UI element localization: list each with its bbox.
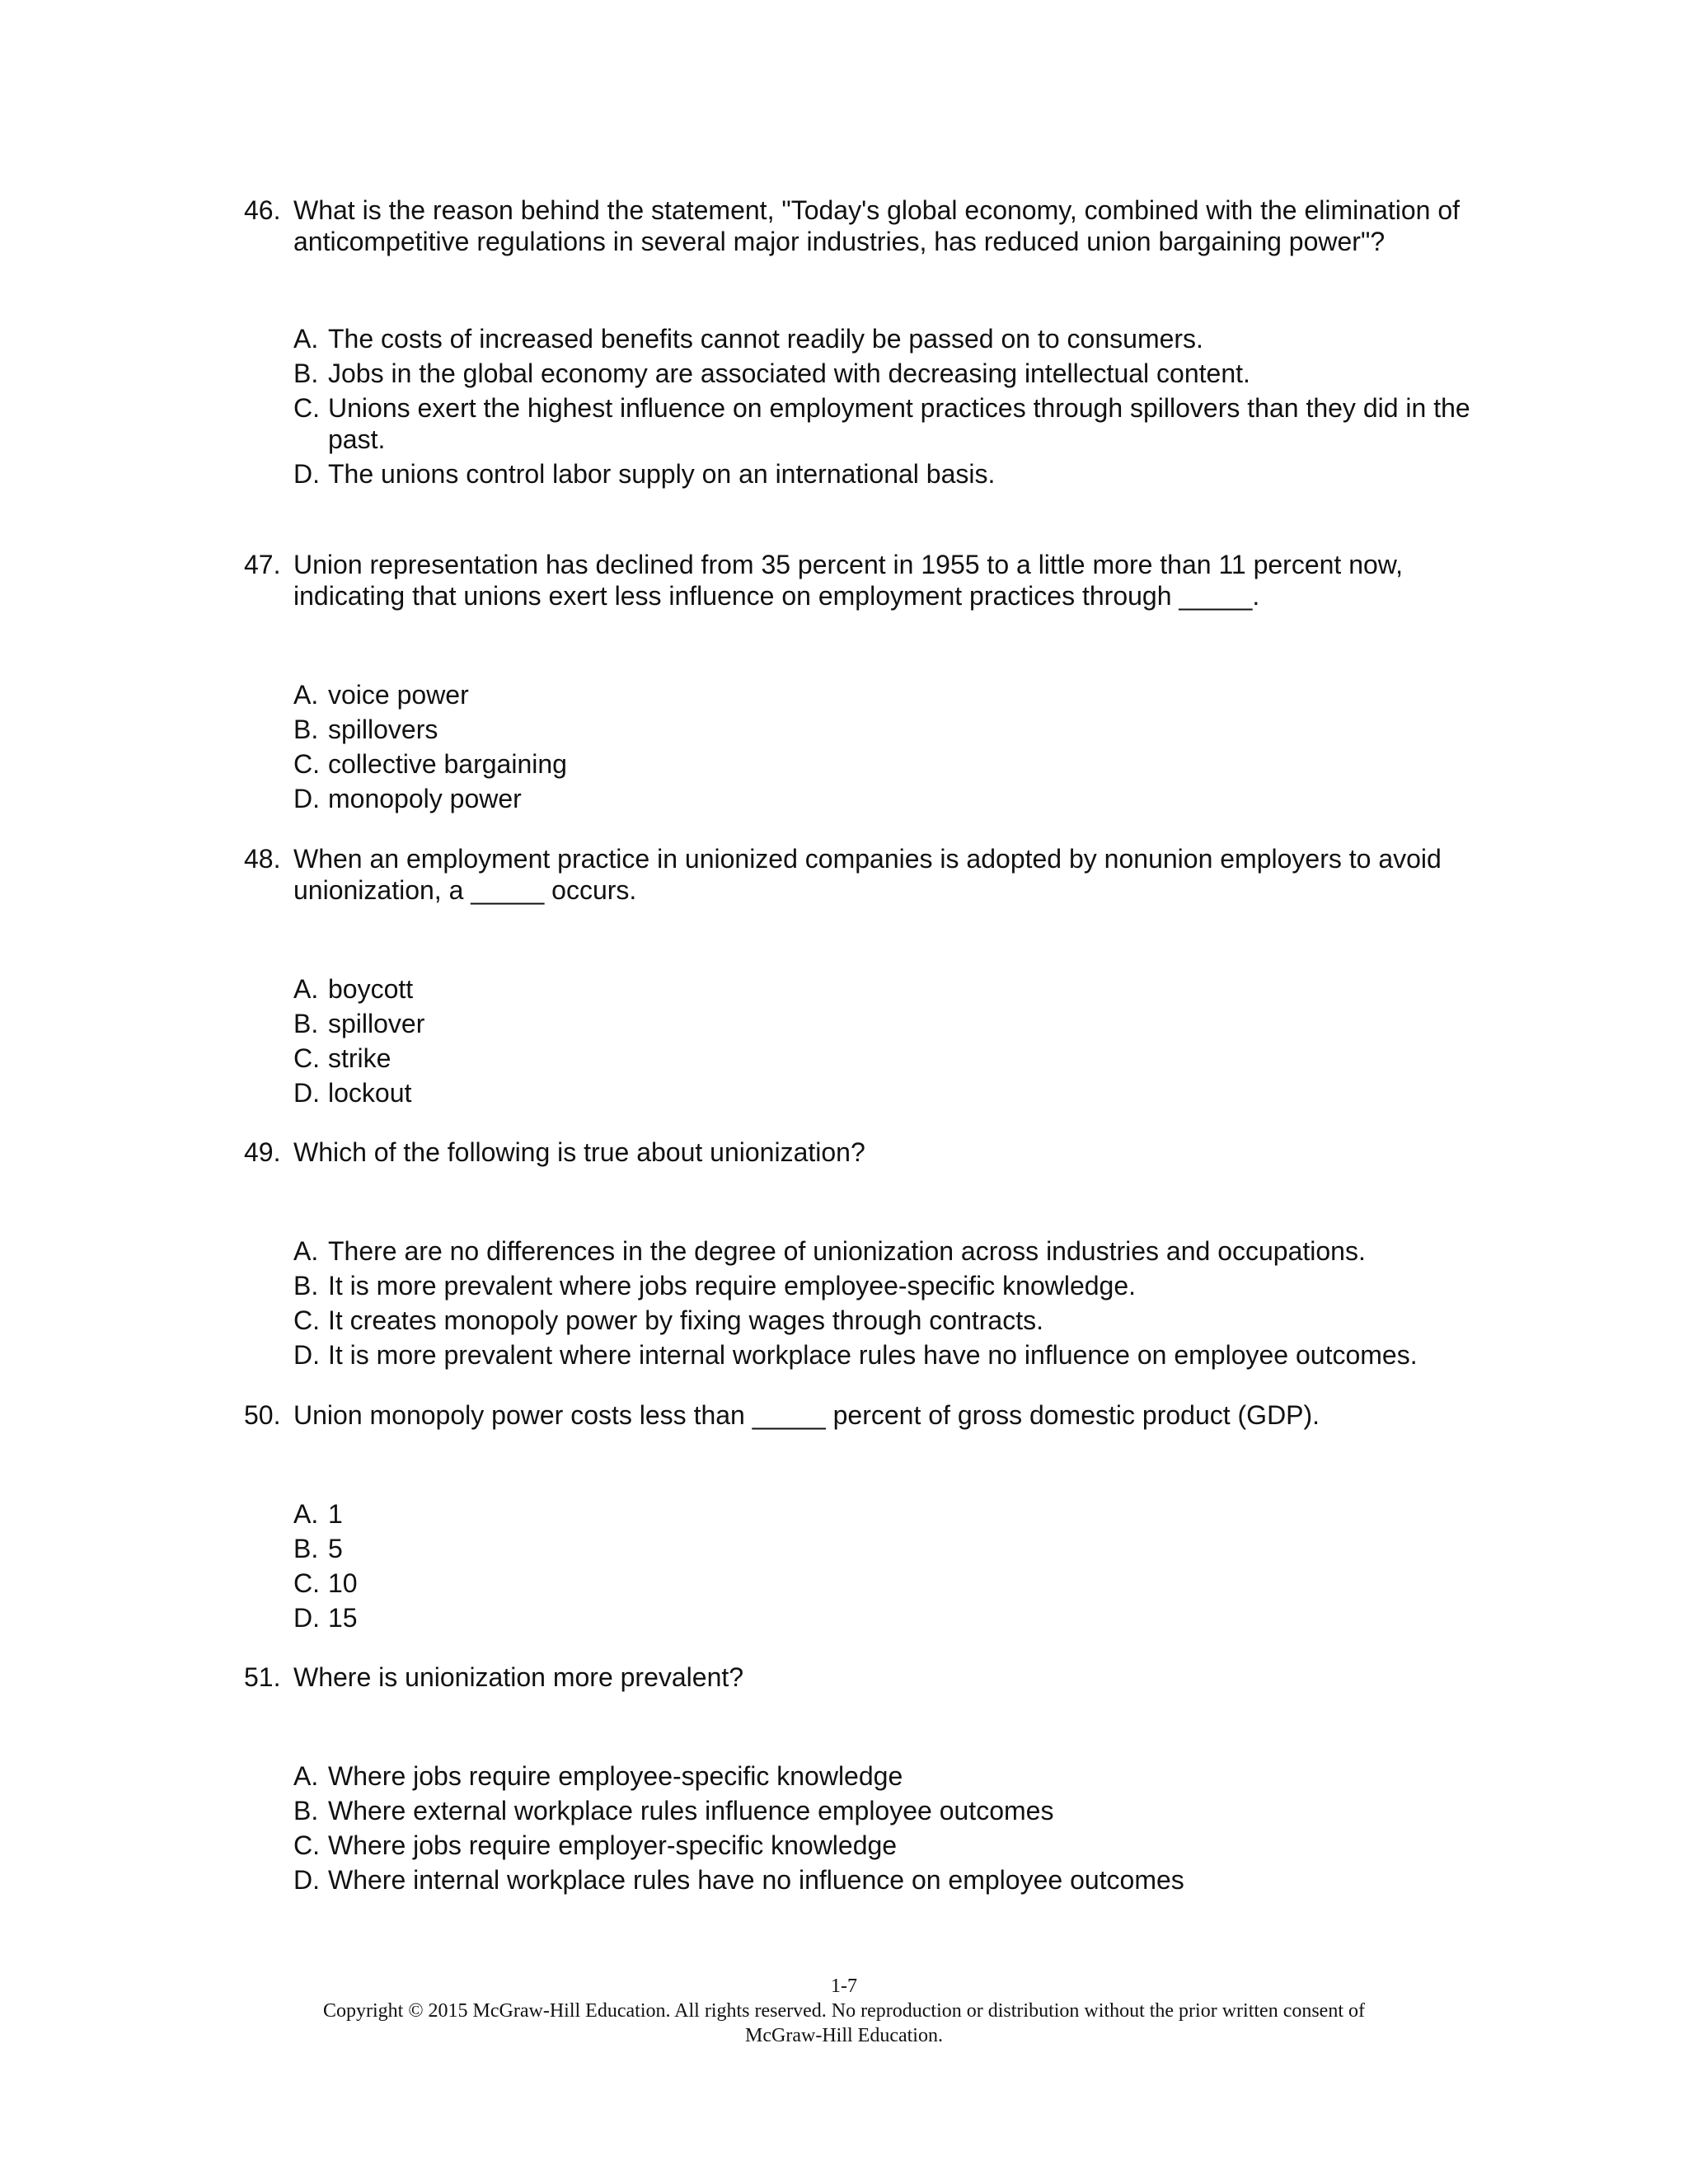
answer-option-b: [293, 1270, 1480, 1301]
option-letter: D.: [293, 1078, 320, 1108]
answer-option-c: [293, 1568, 1480, 1599]
question-number: 46.: [244, 195, 281, 225]
option-text: 1: [328, 1499, 343, 1529]
option-letter: B.: [293, 1534, 319, 1563]
option-letter: C.: [293, 1568, 320, 1598]
option-text: spillover: [328, 1009, 425, 1038]
option-text: 10: [328, 1568, 358, 1598]
option-text: voice power: [328, 680, 469, 710]
question-text: Which of the following is true about unionization?: [293, 1137, 865, 1167]
question-text: What is the reason behind the statement, "Today's global economy, combined with the elimination of anticompetitive regulations in several major industries, has reduced union bargaining power"?: [293, 195, 1460, 256]
answer-options: [244, 679, 1480, 814]
question-stem: [244, 1661, 1480, 1693]
question-stem: [244, 843, 1480, 906]
answer-option-d: [293, 783, 1480, 814]
question-stem: [244, 549, 1480, 612]
question-stem: [244, 194, 1480, 257]
question-47: [244, 549, 1480, 818]
answer-option-b: [293, 1008, 1480, 1039]
question-text: Union monopoly power costs less than _____ percent of gross domestic product (GDP).: [293, 1400, 1320, 1430]
option-letter: D.: [293, 1340, 320, 1370]
option-letter: C.: [293, 749, 320, 779]
option-text: 5: [328, 1534, 343, 1563]
answer-option-c: [293, 748, 1480, 780]
option-letter: B.: [293, 1796, 319, 1825]
question-number: 47.: [244, 550, 281, 579]
option-letter: D.: [293, 1865, 320, 1895]
question-51: [244, 1661, 1480, 1899]
option-text: Where jobs require employer-specific knowledge: [328, 1830, 898, 1860]
option-text: The unions control labor supply on an international basis.: [328, 459, 996, 489]
question-text: When an employment practice in unionized companies is adopted by nonunion employers to avoid unionization, a _____ occurs.: [293, 844, 1442, 905]
answer-option-b: [293, 1533, 1480, 1564]
answer-option-d: [293, 1077, 1480, 1108]
option-text: boycott: [328, 974, 414, 1004]
question-48: [244, 843, 1480, 1112]
answer-option-d: [293, 1864, 1480, 1896]
answer-options: [244, 1760, 1480, 1896]
question-49: [244, 1137, 1480, 1374]
option-letter: A.: [293, 1761, 319, 1791]
question-number: 51.: [244, 1662, 281, 1692]
question-number: 50.: [244, 1400, 281, 1430]
option-text: Where external workplace rules influence employee outcomes: [328, 1796, 1054, 1825]
option-text: The costs of increased benefits cannot readily be passed on to consumers.: [328, 324, 1203, 354]
option-letter: A.: [293, 1236, 319, 1266]
option-letter: C.: [293, 393, 320, 423]
option-text: Where jobs require employee-specific knowledge: [328, 1761, 903, 1791]
option-letter: B.: [293, 715, 319, 744]
option-letter: A.: [293, 680, 319, 710]
option-letter: D.: [293, 784, 320, 813]
option-text: Jobs in the global economy are associated with decreasing intellectual content.: [328, 359, 1250, 388]
option-text: There are no differences in the degree of unionization across industries and occupations.: [328, 1236, 1366, 1266]
option-text: Unions exert the highest influence on employment practices through spillovers than they did in the past.: [328, 393, 1470, 454]
option-text: lockout: [328, 1078, 412, 1108]
page-number: 1-7: [831, 1975, 857, 1997]
option-text: collective bargaining: [328, 749, 567, 779]
answer-option-c: [293, 1305, 1480, 1336]
copyright-line-1: Copyright © 2015 McGraw-Hill Education. All rights reserved. No reproduction or distribution without the prior written consent of: [322, 2000, 1365, 2022]
option-letter: C.: [293, 1305, 320, 1335]
answer-option-b: [293, 1795, 1480, 1826]
option-letter: A.: [293, 1499, 319, 1529]
answer-option-a: [293, 1235, 1480, 1267]
option-letter: C.: [293, 1830, 320, 1860]
answer-options: [244, 1498, 1480, 1633]
question-text: Where is unionization more prevalent?: [293, 1662, 744, 1692]
option-text: Where internal workplace rules have no influence on employee outcomes: [328, 1865, 1184, 1895]
option-letter: A.: [293, 324, 319, 354]
answer-option-a: [293, 1498, 1480, 1530]
answer-option-a: [293, 973, 1480, 1005]
answer-option-d: [293, 1339, 1480, 1371]
answer-option-c: [293, 1043, 1480, 1074]
option-text: monopoly power: [328, 784, 522, 813]
option-text: It is more prevalent where internal workplace rules have no influence on employee outcomes.: [328, 1340, 1418, 1370]
option-letter: A.: [293, 974, 319, 1004]
answer-option-a: [293, 1760, 1480, 1792]
option-letter: B.: [293, 1271, 319, 1301]
question-number: 49.: [244, 1137, 281, 1167]
option-letter: B.: [293, 359, 319, 388]
option-text: 15: [328, 1603, 358, 1633]
option-letter: D.: [293, 459, 320, 489]
answer-options: [244, 973, 1480, 1108]
answer-option-c: [293, 1830, 1480, 1861]
option-text: It creates monopoly power by fixing wages through contracts.: [328, 1305, 1043, 1335]
question-50: [244, 1399, 1480, 1637]
question-stem: [244, 1399, 1480, 1431]
option-text: strike: [328, 1043, 392, 1073]
answer-option-b: [293, 358, 1480, 389]
question-stem: [244, 1137, 1480, 1168]
answer-option-d: [293, 458, 1480, 490]
question-text: Union representation has declined from 35 percent in 1955 to a little more than 11 percent now, indicating that unions exert less influence on employment practices through _____.: [293, 550, 1404, 611]
answer-option-a: [293, 323, 1480, 354]
answer-options: [244, 1235, 1480, 1371]
option-letter: D.: [293, 1603, 320, 1633]
option-text: It is more prevalent where jobs require employee-specific knowledge.: [328, 1271, 1137, 1301]
answer-option-a: [293, 679, 1480, 710]
copyright-line-2: McGraw-Hill Education.: [745, 2025, 943, 2046]
answer-option-d: [293, 1602, 1480, 1633]
question-46: [244, 194, 1480, 493]
answer-option-c: [293, 392, 1480, 455]
answer-option-b: [293, 714, 1480, 745]
question-number: 48.: [244, 844, 281, 874]
option-text: spillovers: [328, 715, 438, 744]
option-letter: C.: [293, 1043, 320, 1073]
answer-options: [244, 323, 1480, 490]
option-letter: B.: [293, 1009, 319, 1038]
